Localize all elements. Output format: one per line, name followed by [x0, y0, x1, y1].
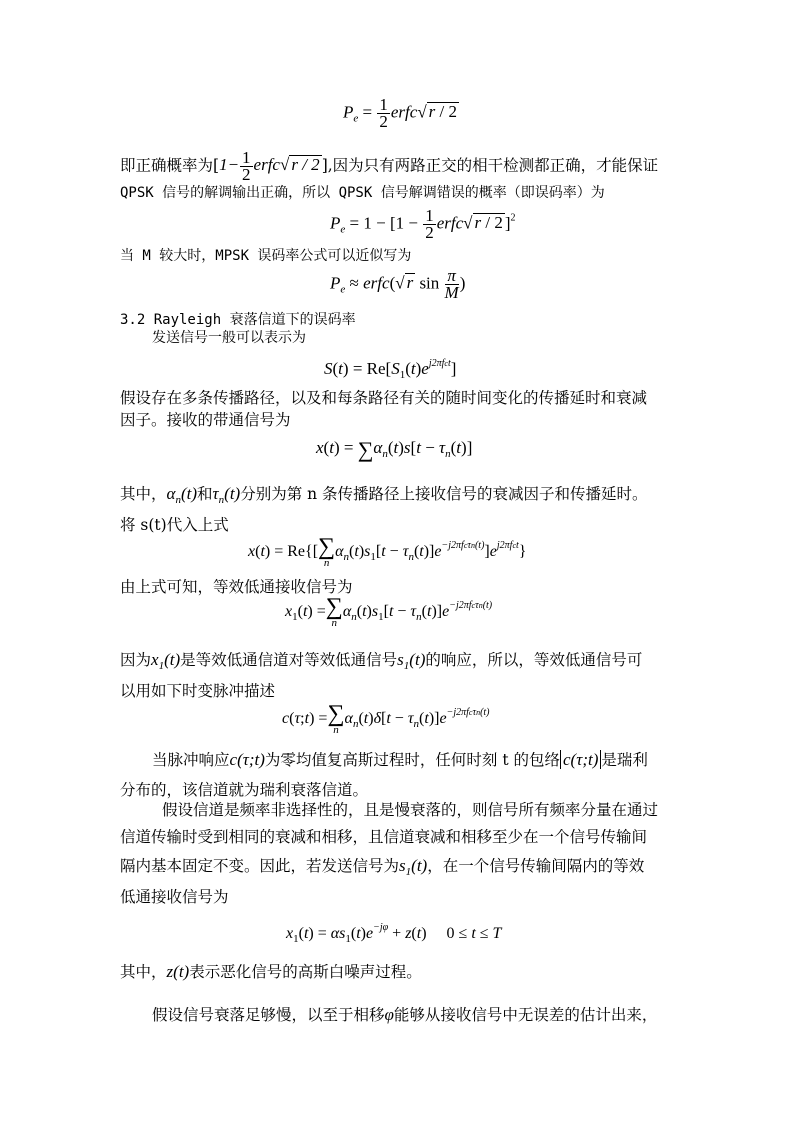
- text-span: 因为: [120, 651, 152, 669]
- paragraph-line: 假设信道是频率非选择性的，且是慢衰落的，则信号所有频率分量在通过: [162, 801, 659, 819]
- paragraph-line: 由上式可知，等效低通接收信号为: [120, 578, 353, 596]
- paragraph-line: 以用如下时变脉冲描述: [120, 682, 276, 700]
- equation-pe-bpsk: $P_e$ = $\frac{1}{2}$ erfc√ r / 2: [343, 95, 458, 131]
- equation-pe-qpsk: $P_e = 1 - [1$ − $\frac{1}{2}$ erfc√ r / 2 ]$^2$: [330, 206, 516, 242]
- paragraph-line: 因为$x_1(t)$是等效低通信道对等效低通信号$s_1(t)$的响应，所以，等效低通信号可: [120, 650, 643, 672]
- text-span: 是瑞利: [601, 751, 648, 769]
- paragraph-line: 假设存在多条传播路径，以及和每条路径有关的随时间变化的传播延时和衰减: [120, 389, 648, 407]
- paragraph-line: [120, 150, 658, 183]
- inline-formula: 1− $\frac{1}{2}$ erfc√ r / 2: [219, 148, 320, 184]
- text-span: 为零均值复高斯过程时，任何时刻 t 的包络: [264, 751, 560, 769]
- text-span: 假设信号衰落足够慢，以至于相移: [152, 1006, 385, 1024]
- text-span: 其中，: [120, 485, 167, 503]
- text-span: 表示恶化信号的高斯白噪声过程。: [189, 963, 422, 981]
- paragraph-line: 分布的，该信道就为瑞利衰落信道。: [120, 781, 369, 799]
- text-span: 分别为第 n 条传播路径上接收信号的衰减因子和传播延时。: [240, 485, 648, 503]
- text-span: 的响应，所以，等效低通信号可: [425, 651, 643, 669]
- text-span: 是等效低通信道对等效低通信号: [180, 651, 398, 669]
- paragraph-line: 低通接收信号为: [120, 888, 229, 906]
- text-span: 和: [197, 485, 213, 503]
- paragraph-line: 隔内基本固定不变。因此，若发送信号为$s_1(t)$，在一个信号传输间隔内的等效: [120, 856, 645, 878]
- paragraph-line: 其中，$\alpha_n(t)$和$\tau_n(t)$分别为第 n 条传播路径上接收信号的衰减因子和传播延时。: [120, 484, 648, 506]
- paragraph-line: 当 M 较大时，MPSK 误码率公式可以近似写为: [120, 248, 412, 264]
- text-span: 即正确概率为[: [120, 156, 220, 175]
- text-span: 将 s(t)代入上式: [120, 516, 229, 534]
- paragraph-line: 信道传输时受到相同的衰减和相移，且信道衰减和相移至少在一个信号传输间: [120, 828, 648, 846]
- paragraph-line: 发送信号一般可以表示为: [152, 330, 306, 346]
- paragraph-line: 其中，z(t)表示恶化信号的高斯白噪声过程。: [120, 962, 422, 981]
- text-span: ，在一个信号传输间隔内的等效: [427, 857, 645, 875]
- text-span: ],因为只有两路正交的相干检测都正确，才能保证: [321, 156, 659, 175]
- equation-x1-model: $x_1(t) = \alpha s_1(t)e^{-j\varphi} + z(t)$ 0 ≤ t ≤ T: [286, 922, 502, 945]
- equation-x-t-full: x(t) = Re{[ ∑ n $\alpha_n(t)s_1[t - \tau_n(t)]e^{-j2\pi fc\tau n(t)}]e^{j2\pi fct}$}: [248, 534, 527, 569]
- text-span: 其中，: [120, 963, 167, 981]
- paragraph-line: 假设信号衰落足够慢，以至于相移φ能够从接收信号中无误差的估计出来，: [152, 1005, 658, 1024]
- equation-x1-t: $x_1(t)$ = ∑ n $\alpha_n(t)s_1[t - \tau_n(t)]e^{-j2\pi fc\tau n(t)}$: [285, 594, 493, 629]
- equation-s-t: $S(t) = Re[S_1(t)e^{j2\pi fct}]$: [324, 358, 457, 381]
- text-span: 隔内基本固定不变。因此，若发送信号为: [120, 857, 400, 875]
- text-span: 能够从接收信号中无误差的估计出来，: [393, 1006, 658, 1024]
- paragraph-line: [120, 515, 229, 535]
- paragraph-line: 当脉冲响应c(τ;t)为零均值复高斯过程时，任何时刻 t 的包络 c(τ;t) 是瑞利: [152, 750, 648, 769]
- equation-x-t: $x(t) = \sum\alpha_n(t)s[t - \tau_n(t)]$: [316, 437, 473, 462]
- paragraph-line: 因子。接收的带通信号为: [120, 411, 291, 429]
- text-span: 当脉冲响应: [152, 751, 230, 769]
- section-heading: 3.2 Rayleigh 衰落信道下的误码率: [120, 312, 356, 328]
- equation-pe-mpsk: $P_e$ ≈ erfc(√ r sin $\frac{\pi}{M}$ ): [330, 266, 466, 302]
- equation-c-tau-t: c(τ;t) = ∑ n $\alpha_n(t)\delta[t - \tau_n(t)]e^{-j2\pi fc\tau n(t)}$: [282, 701, 490, 736]
- paragraph-line: QPSK 信号的解调输出正确，所以 QPSK 信号解调错误的概率（即误码率）为: [120, 185, 605, 201]
